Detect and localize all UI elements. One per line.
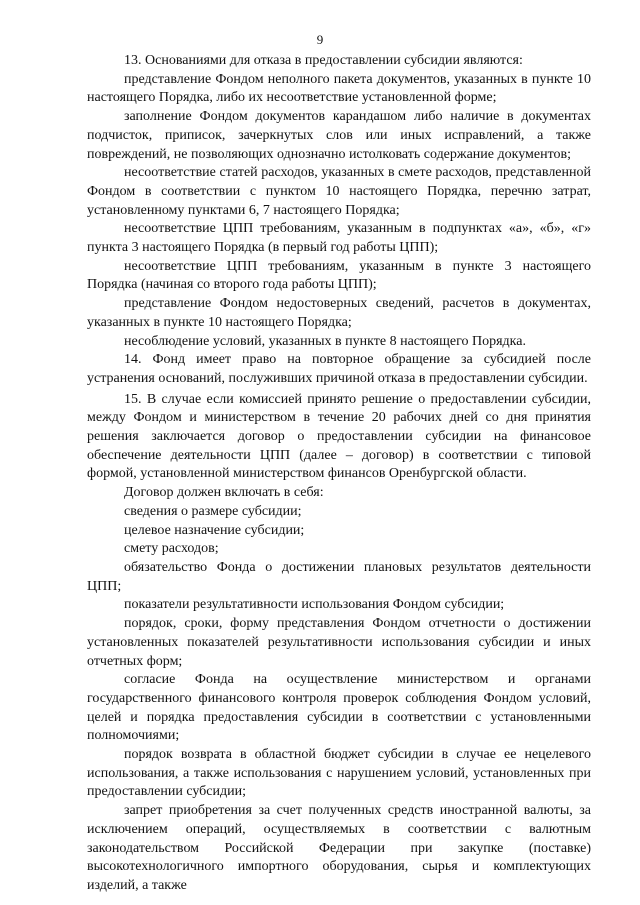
list-item-expense-estimate: смету расходов; — [124, 541, 219, 557]
paragraph-false-information: представление Фондом недостоверных сведений, расчетов в документах, указанных в пункте 10 настоящего Порядка; — [87, 296, 591, 330]
list-item-reporting-procedure: порядок, сроки, форму представления Фондом отчетности о достижении установленных показателей результативности использования субсидии и иных отчетных форм; — [87, 616, 591, 669]
list-item-performance-indicators: показатели результативности использования Фондом субсидии; — [124, 597, 505, 613]
paragraph-expense-mismatch: несоответствие статей расходов, указанных в смете расходов, представленной Фондом в соответствии с пунктом 10 настоящего Порядка, перечню затрат, установленному пунктами 6, 7 настоящего Порядка; — [87, 165, 591, 218]
paragraph-13-heading: 13. Основаниями для отказа в предоставлении субсидии являются: — [124, 53, 523, 68]
list-item-subsidy-amount: сведения о размере субсидии; — [124, 503, 302, 519]
list-item-planned-results: обязательство Фонда о достижении плановых результатов деятельности ЦПП; — [87, 559, 591, 594]
paragraph-cpp-second-year: несоответствие ЦПП требованиям, указанным в пункте 3 настоящего Порядка (начиная со второго года работы ЦПП); — [87, 258, 591, 293]
paragraph-conditions-violation: несоблюдение условий, указанных в пункте 8 настоящего Порядка. — [124, 333, 526, 349]
list-item-audit-consent: согласие Фонда на осуществление министерством и органами государственного финансового контроля проверок соблюдения Фондом условий, целей и порядка предоставления субсидии в соответствии с установленными полномочиями; — [87, 672, 591, 744]
list-item-currency-prohibition: запрет приобретения за счет полученных средств иностранной валюты, за исключением операций, осуществляемых в соответствии с валютным законодательством Российской Федерации при закупке (поставке) высокотехнологичного импортного оборудования, сырья и комплектующих изделий, а также — [87, 803, 591, 893]
page-number: 9 — [316, 32, 324, 47]
document-body — [87, 52, 591, 896]
paragraph-14-reapplication: 14. Фонд имеет право на повторное обращение за субсидией после устранения оснований, послуживших причиной отказа в предоставлении субсидии. — [87, 352, 591, 386]
paragraph-15-agreement: 15. В случае если комиссией принято решение о предоставлении субсидии, между Фондом и министерством в течение 20 рабочих дней со дня принятия решения заключается договор о предоставлении субсидии на финансовое обеспечение деятельности ЦПП (далее – договор) в соответствии с типовой формой, установленной министерством финансов Оренбургской области. — [87, 391, 591, 482]
list-item-subsidy-purpose: целевое назначение субсидии; — [124, 522, 305, 538]
paragraph-cpp-first-year: несоответствие ЦПП требованиям, указанным в подпунктах «а», «б», «г» пункта 3 настоящего Порядка (в первый год работы ЦПП); — [87, 221, 591, 256]
paragraph-incomplete-documents: представление Фондом неполного пакета документов, указанных в пункте 10 настоящего Порядка, либо их несоответствие установленной форме; — [87, 71, 591, 106]
paragraph-pencil-corrections: заполнение Фондом документов карандашом либо наличие в документах подчисток, приписок, зачеркнутых слов или иных исправлений, а также повреждений, не позволяющих однозначно истолковать содержание документов; — [87, 109, 591, 162]
list-item-refund-procedure: порядок возврата в областной бюджет субсидии в случае ее нецелевого использования, а также использования с нарушением условий, установленных при предоставлении субсидии; — [87, 747, 591, 800]
paragraph-agreement-contents: Договор должен включать в себя: — [124, 485, 324, 501]
